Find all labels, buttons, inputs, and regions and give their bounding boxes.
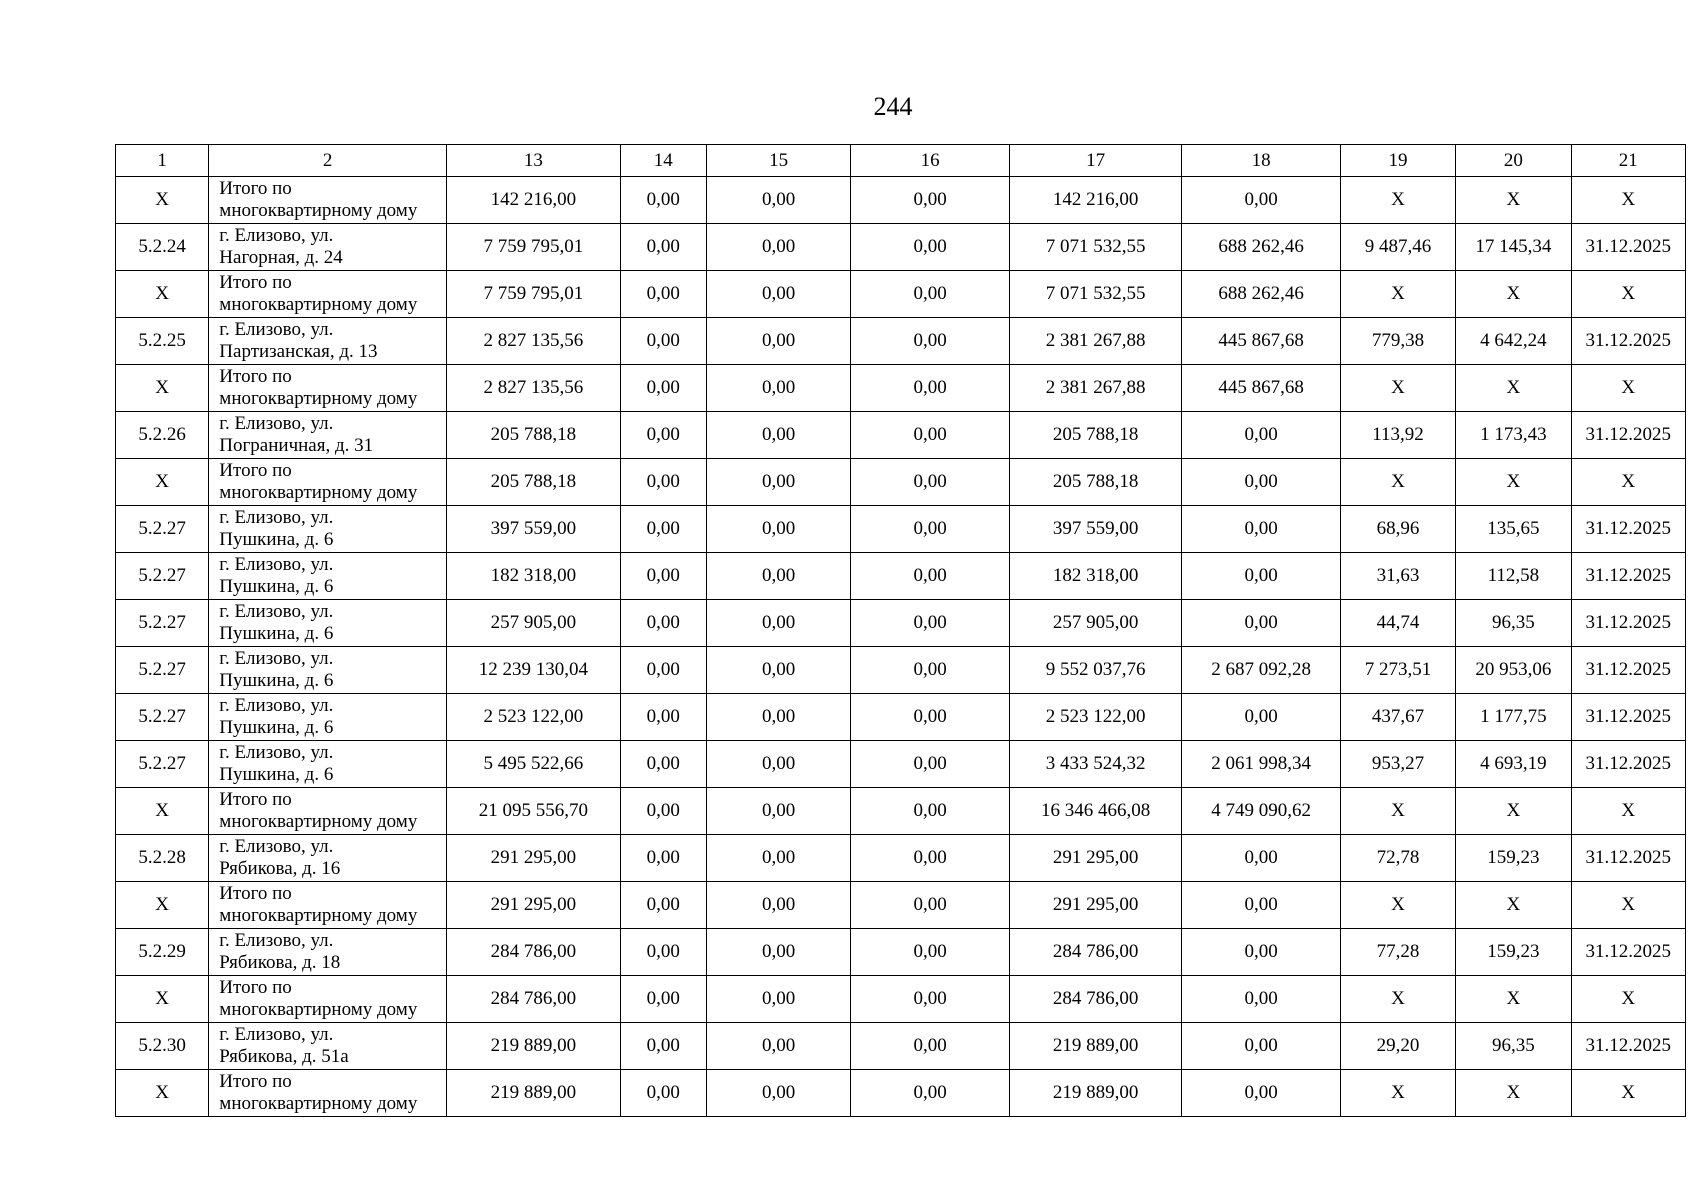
total-cost-cell: 12 239 130,04 (447, 647, 621, 694)
address-line-1: г. Елизово, ул. (219, 554, 334, 575)
col19-cell: 77,28 (1340, 929, 1455, 976)
deadline-cell: 31.12.2025 (1571, 741, 1685, 788)
col17-cell: 7 071 532,55 (1009, 271, 1182, 318)
table-row (116, 788, 1686, 835)
col20-cell: Х (1456, 1070, 1571, 1117)
address-line-1: Итого по (219, 460, 292, 481)
address-cell (209, 224, 447, 271)
table-row (116, 600, 1686, 647)
col17-cell: 284 786,00 (1009, 929, 1182, 976)
table-row (116, 459, 1686, 506)
col19-cell: 31,63 (1340, 553, 1455, 600)
address-line-2: Пушкина, д. 6 (219, 764, 334, 785)
col20-cell: 4 642,24 (1456, 318, 1571, 365)
page-number: 244 (873, 92, 913, 121)
address-line-2: многоквартирному дому (219, 294, 418, 315)
col16-cell: 0,00 (851, 459, 1010, 506)
table-row (116, 412, 1686, 459)
data-table (115, 144, 1686, 1117)
address-line-1: Итого по (219, 272, 292, 293)
deadline-cell: Х (1571, 459, 1685, 506)
col14-cell: 0,00 (620, 553, 706, 600)
total-cost-cell: 397 559,00 (447, 506, 621, 553)
address-line-1: Итого по (219, 789, 292, 810)
col18-cell: 0,00 (1182, 694, 1341, 741)
col17-cell: 2 381 267,88 (1009, 318, 1182, 365)
row-number-cell: 5.2.27 (116, 741, 209, 788)
address-line-2: Рябикова, д. 16 (219, 858, 341, 879)
address-line-1: г. Елизово, ул. (219, 413, 334, 434)
address-line-1: г. Елизово, ул. (219, 319, 334, 340)
col15-cell: 0,00 (706, 882, 850, 929)
total-cost-cell: 7 759 795,01 (447, 224, 621, 271)
row-number-cell: Х (116, 1070, 209, 1117)
col18-cell: 2 061 998,34 (1182, 741, 1341, 788)
total-cost-cell: 219 889,00 (447, 1070, 621, 1117)
col18-cell: 2 687 092,28 (1182, 647, 1341, 694)
row-number-cell: 5.2.27 (116, 694, 209, 741)
col14-cell: 0,00 (620, 177, 706, 224)
col14-cell: 0,00 (620, 412, 706, 459)
address-line-1: Итого по (219, 977, 292, 998)
row-number-cell: 5.2.27 (116, 647, 209, 694)
col17-cell: 9 552 037,76 (1009, 647, 1182, 694)
row-number-cell: 5.2.28 (116, 835, 209, 882)
row-number-cell: Х (116, 976, 209, 1023)
col18-cell: 0,00 (1182, 553, 1341, 600)
deadline-cell: 31.12.2025 (1571, 1023, 1685, 1070)
col16-cell: 0,00 (851, 224, 1010, 271)
col14-cell: 0,00 (620, 459, 706, 506)
column-header: 19 (1340, 145, 1455, 177)
row-number-cell: 5.2.27 (116, 600, 209, 647)
col15-cell: 0,00 (706, 1023, 850, 1070)
col15-cell: 0,00 (706, 506, 850, 553)
table-row (116, 365, 1686, 412)
address-line-2: многоквартирному дому (219, 1093, 418, 1114)
address-cell (209, 882, 447, 929)
total-cost-cell: 291 295,00 (447, 882, 621, 929)
col17-cell: 3 433 524,32 (1009, 741, 1182, 788)
col18-cell: 0,00 (1182, 506, 1341, 553)
address-line-2: многоквартирному дому (219, 811, 418, 832)
table-row (116, 318, 1686, 365)
col16-cell: 0,00 (851, 929, 1010, 976)
row-number-cell: Х (116, 271, 209, 318)
address-line-2: многоквартирному дому (219, 482, 418, 503)
deadline-cell: 31.12.2025 (1571, 553, 1685, 600)
total-cost-cell: 291 295,00 (447, 835, 621, 882)
total-cost-cell: 2 827 135,56 (447, 365, 621, 412)
column-header: 21 (1571, 145, 1685, 177)
address-line-2: Пограничная, д. 31 (219, 435, 374, 456)
address-line-1: Итого по (219, 366, 292, 387)
total-cost-cell: 7 759 795,01 (447, 271, 621, 318)
col16-cell: 0,00 (851, 318, 1010, 365)
col20-cell: 112,58 (1456, 553, 1571, 600)
col18-cell: 0,00 (1182, 929, 1341, 976)
col18-cell: 0,00 (1182, 412, 1341, 459)
col20-cell: 96,35 (1456, 1023, 1571, 1070)
table-row (116, 224, 1686, 271)
col18-cell: 688 262,46 (1182, 271, 1341, 318)
deadline-cell: Х (1571, 1070, 1685, 1117)
address-line-1: г. Елизово, ул. (219, 648, 334, 669)
total-cost-cell: 257 905,00 (447, 600, 621, 647)
col19-cell: Х (1340, 882, 1455, 929)
address-line-1: г. Елизово, ул. (219, 930, 334, 951)
column-header: 18 (1182, 145, 1341, 177)
col14-cell: 0,00 (620, 600, 706, 647)
table-row (116, 835, 1686, 882)
col19-cell: 437,67 (1340, 694, 1455, 741)
address-cell (209, 318, 447, 365)
col15-cell: 0,00 (706, 835, 850, 882)
table-row (116, 553, 1686, 600)
column-header: 14 (620, 145, 706, 177)
col20-cell: Х (1456, 459, 1571, 506)
deadline-cell: Х (1571, 365, 1685, 412)
col15-cell: 0,00 (706, 224, 850, 271)
address-cell (209, 365, 447, 412)
col19-cell: Х (1340, 177, 1455, 224)
col16-cell: 0,00 (851, 1023, 1010, 1070)
col17-cell: 142 216,00 (1009, 177, 1182, 224)
col18-cell: 0,00 (1182, 177, 1341, 224)
deadline-cell: Х (1571, 976, 1685, 1023)
column-header: 20 (1456, 145, 1571, 177)
col15-cell: 0,00 (706, 1070, 850, 1117)
col20-cell: Х (1456, 271, 1571, 318)
address-line-2: многоквартирному дому (219, 999, 418, 1020)
total-cost-cell: 284 786,00 (447, 976, 621, 1023)
col19-cell: Х (1340, 365, 1455, 412)
col19-cell: 7 273,51 (1340, 647, 1455, 694)
table-header-row (116, 145, 1686, 177)
col20-cell: 1 173,43 (1456, 412, 1571, 459)
address-line-2: Пушкина, д. 6 (219, 529, 334, 550)
table-row (116, 1070, 1686, 1117)
col15-cell: 0,00 (706, 694, 850, 741)
col17-cell: 205 788,18 (1009, 412, 1182, 459)
col17-cell: 397 559,00 (1009, 506, 1182, 553)
col14-cell: 0,00 (620, 788, 706, 835)
address-line-1: г. Елизово, ул. (219, 742, 334, 763)
deadline-cell: 31.12.2025 (1571, 929, 1685, 976)
row-number-cell: Х (116, 365, 209, 412)
deadline-cell: 31.12.2025 (1571, 412, 1685, 459)
table-row (116, 976, 1686, 1023)
col18-cell: 0,00 (1182, 882, 1341, 929)
col14-cell: 0,00 (620, 882, 706, 929)
row-number-cell: 5.2.26 (116, 412, 209, 459)
column-header: 13 (447, 145, 621, 177)
row-number-cell: Х (116, 459, 209, 506)
col19-cell: 68,96 (1340, 506, 1455, 553)
col16-cell: 0,00 (851, 506, 1010, 553)
row-number-cell: Х (116, 788, 209, 835)
col20-cell: 1 177,75 (1456, 694, 1571, 741)
col14-cell: 0,00 (620, 929, 706, 976)
col14-cell: 0,00 (620, 741, 706, 788)
deadline-cell: Х (1571, 177, 1685, 224)
col17-cell: 219 889,00 (1009, 1023, 1182, 1070)
deadline-cell: 31.12.2025 (1571, 318, 1685, 365)
address-line-2: многоквартирному дому (219, 905, 418, 926)
address-cell (209, 976, 447, 1023)
address-cell (209, 271, 447, 318)
col19-cell: 9 487,46 (1340, 224, 1455, 271)
address-line-1: Итого по (219, 1071, 292, 1092)
address-cell (209, 741, 447, 788)
col19-cell: Х (1340, 459, 1455, 506)
total-cost-cell: 2 827 135,56 (447, 318, 621, 365)
col16-cell: 0,00 (851, 976, 1010, 1023)
table-row (116, 1023, 1686, 1070)
col16-cell: 0,00 (851, 365, 1010, 412)
col17-cell: 257 905,00 (1009, 600, 1182, 647)
col14-cell: 0,00 (620, 271, 706, 318)
col14-cell: 0,00 (620, 835, 706, 882)
address-cell (209, 177, 447, 224)
col17-cell: 2 381 267,88 (1009, 365, 1182, 412)
table-row (116, 177, 1686, 224)
column-header: 17 (1009, 145, 1182, 177)
deadline-cell: Х (1571, 882, 1685, 929)
col18-cell: 0,00 (1182, 600, 1341, 647)
table-row (116, 506, 1686, 553)
total-cost-cell: 182 318,00 (447, 553, 621, 600)
col19-cell: 779,38 (1340, 318, 1455, 365)
col15-cell: 0,00 (706, 929, 850, 976)
address-cell (209, 459, 447, 506)
col16-cell: 0,00 (851, 412, 1010, 459)
address-line-2: Нагорная, д. 24 (219, 247, 343, 268)
col18-cell: 688 262,46 (1182, 224, 1341, 271)
col19-cell: 44,74 (1340, 600, 1455, 647)
col14-cell: 0,00 (620, 365, 706, 412)
column-header: 2 (209, 145, 447, 177)
address-cell (209, 929, 447, 976)
address-line-2: Пушкина, д. 6 (219, 670, 334, 691)
col20-cell: Х (1456, 976, 1571, 1023)
table-row (116, 741, 1686, 788)
address-line-1: г. Елизово, ул. (219, 695, 334, 716)
deadline-cell: Х (1571, 271, 1685, 318)
col17-cell: 2 523 122,00 (1009, 694, 1182, 741)
col16-cell: 0,00 (851, 694, 1010, 741)
col15-cell: 0,00 (706, 647, 850, 694)
total-cost-cell: 219 889,00 (447, 1023, 621, 1070)
deadline-cell: 31.12.2025 (1571, 600, 1685, 647)
column-header: 1 (116, 145, 209, 177)
address-cell (209, 647, 447, 694)
col19-cell: Х (1340, 976, 1455, 1023)
deadline-cell: 31.12.2025 (1571, 506, 1685, 553)
col19-cell: Х (1340, 1070, 1455, 1117)
col19-cell: 113,92 (1340, 412, 1455, 459)
col20-cell: Х (1456, 788, 1571, 835)
deadline-cell: 31.12.2025 (1571, 647, 1685, 694)
address-line-2: Рябикова, д. 51а (219, 1046, 349, 1067)
col14-cell: 0,00 (620, 976, 706, 1023)
address-cell (209, 553, 447, 600)
address-cell (209, 1023, 447, 1070)
col18-cell: 0,00 (1182, 1023, 1341, 1070)
col19-cell: Х (1340, 271, 1455, 318)
col18-cell: 445 867,68 (1182, 365, 1341, 412)
total-cost-cell: 21 095 556,70 (447, 788, 621, 835)
address-line-1: г. Елизово, ул. (219, 601, 334, 622)
col19-cell: 953,27 (1340, 741, 1455, 788)
col17-cell: 219 889,00 (1009, 1070, 1182, 1117)
col20-cell: 20 953,06 (1456, 647, 1571, 694)
table-row (116, 882, 1686, 929)
col16-cell: 0,00 (851, 835, 1010, 882)
col14-cell: 0,00 (620, 224, 706, 271)
col16-cell: 0,00 (851, 741, 1010, 788)
col15-cell: 0,00 (706, 600, 850, 647)
table-body (116, 145, 1686, 1117)
row-number-cell: 5.2.24 (116, 224, 209, 271)
column-header: 15 (706, 145, 850, 177)
address-line-2: Пушкина, д. 6 (219, 717, 334, 738)
table-row (116, 647, 1686, 694)
row-number-cell: Х (116, 177, 209, 224)
row-number-cell: 5.2.25 (116, 318, 209, 365)
address-line-1: Итого по (219, 178, 292, 199)
total-cost-cell: 142 216,00 (447, 177, 621, 224)
deadline-cell: 31.12.2025 (1571, 835, 1685, 882)
deadline-cell: Х (1571, 788, 1685, 835)
col14-cell: 0,00 (620, 647, 706, 694)
col17-cell: 16 346 466,08 (1009, 788, 1182, 835)
total-cost-cell: 205 788,18 (447, 412, 621, 459)
col17-cell: 205 788,18 (1009, 459, 1182, 506)
col20-cell: 159,23 (1456, 835, 1571, 882)
deadline-cell: 31.12.2025 (1571, 694, 1685, 741)
address-line-2: многоквартирному дому (219, 200, 418, 221)
row-number-cell: Х (116, 882, 209, 929)
address-cell (209, 788, 447, 835)
col14-cell: 0,00 (620, 1023, 706, 1070)
address-line-1: г. Елизово, ул. (219, 225, 334, 246)
address-line-2: Пушкина, д. 6 (219, 576, 334, 597)
col18-cell: 0,00 (1182, 976, 1341, 1023)
col16-cell: 0,00 (851, 788, 1010, 835)
col16-cell: 0,00 (851, 271, 1010, 318)
address-cell (209, 506, 447, 553)
col20-cell: 135,65 (1456, 506, 1571, 553)
address-line-2: Рябикова, д. 18 (219, 952, 341, 973)
col15-cell: 0,00 (706, 741, 850, 788)
col17-cell: 182 318,00 (1009, 553, 1182, 600)
col20-cell: 4 693,19 (1456, 741, 1571, 788)
col18-cell: 445 867,68 (1182, 318, 1341, 365)
col16-cell: 0,00 (851, 647, 1010, 694)
table-row (116, 929, 1686, 976)
col19-cell: Х (1340, 788, 1455, 835)
col15-cell: 0,00 (706, 365, 850, 412)
col20-cell: 17 145,34 (1456, 224, 1571, 271)
address-cell (209, 600, 447, 647)
deadline-cell: 31.12.2025 (1571, 224, 1685, 271)
table-row (116, 694, 1686, 741)
col19-cell: 72,78 (1340, 835, 1455, 882)
col17-cell: 284 786,00 (1009, 976, 1182, 1023)
col18-cell: 0,00 (1182, 1070, 1341, 1117)
col17-cell: 291 295,00 (1009, 882, 1182, 929)
total-cost-cell: 2 523 122,00 (447, 694, 621, 741)
col15-cell: 0,00 (706, 318, 850, 365)
col15-cell: 0,00 (706, 553, 850, 600)
address-line-1: г. Елизово, ул. (219, 1024, 334, 1045)
row-number-cell: 5.2.27 (116, 553, 209, 600)
col14-cell: 0,00 (620, 318, 706, 365)
address-line-2: многоквартирному дому (219, 388, 418, 409)
total-cost-cell: 205 788,18 (447, 459, 621, 506)
col18-cell: 0,00 (1182, 459, 1341, 506)
total-cost-cell: 284 786,00 (447, 929, 621, 976)
address-cell (209, 412, 447, 459)
col16-cell: 0,00 (851, 882, 1010, 929)
address-line-1: Итого по (219, 883, 292, 904)
row-number-cell: 5.2.29 (116, 929, 209, 976)
col16-cell: 0,00 (851, 553, 1010, 600)
address-cell (209, 694, 447, 741)
col17-cell: 291 295,00 (1009, 835, 1182, 882)
col20-cell: Х (1456, 365, 1571, 412)
address-cell (209, 835, 447, 882)
col20-cell: 96,35 (1456, 600, 1571, 647)
address-line-1: г. Елизово, ул. (219, 507, 334, 528)
address-line-2: Партизанская, д. 13 (219, 341, 378, 362)
col14-cell: 0,00 (620, 694, 706, 741)
col18-cell: 0,00 (1182, 835, 1341, 882)
column-header: 16 (851, 145, 1010, 177)
address-line-1: г. Елизово, ул. (219, 836, 334, 857)
address-cell (209, 1070, 447, 1117)
col15-cell: 0,00 (706, 976, 850, 1023)
col14-cell: 0,00 (620, 1070, 706, 1117)
col15-cell: 0,00 (706, 459, 850, 506)
total-cost-cell: 5 495 522,66 (447, 741, 621, 788)
col20-cell: Х (1456, 177, 1571, 224)
row-number-cell: 5.2.30 (116, 1023, 209, 1070)
row-number-cell: 5.2.27 (116, 506, 209, 553)
col19-cell: 29,20 (1340, 1023, 1455, 1070)
col18-cell: 4 749 090,62 (1182, 788, 1341, 835)
col15-cell: 0,00 (706, 271, 850, 318)
col15-cell: 0,00 (706, 177, 850, 224)
col20-cell: Х (1456, 882, 1571, 929)
col15-cell: 0,00 (706, 788, 850, 835)
col16-cell: 0,00 (851, 600, 1010, 647)
col15-cell: 0,00 (706, 412, 850, 459)
col16-cell: 0,00 (851, 1070, 1010, 1117)
address-line-2: Пушкина, д. 6 (219, 623, 334, 644)
col16-cell: 0,00 (851, 177, 1010, 224)
table-row (116, 271, 1686, 318)
col14-cell: 0,00 (620, 506, 706, 553)
col17-cell: 7 071 532,55 (1009, 224, 1182, 271)
col20-cell: 159,23 (1456, 929, 1571, 976)
